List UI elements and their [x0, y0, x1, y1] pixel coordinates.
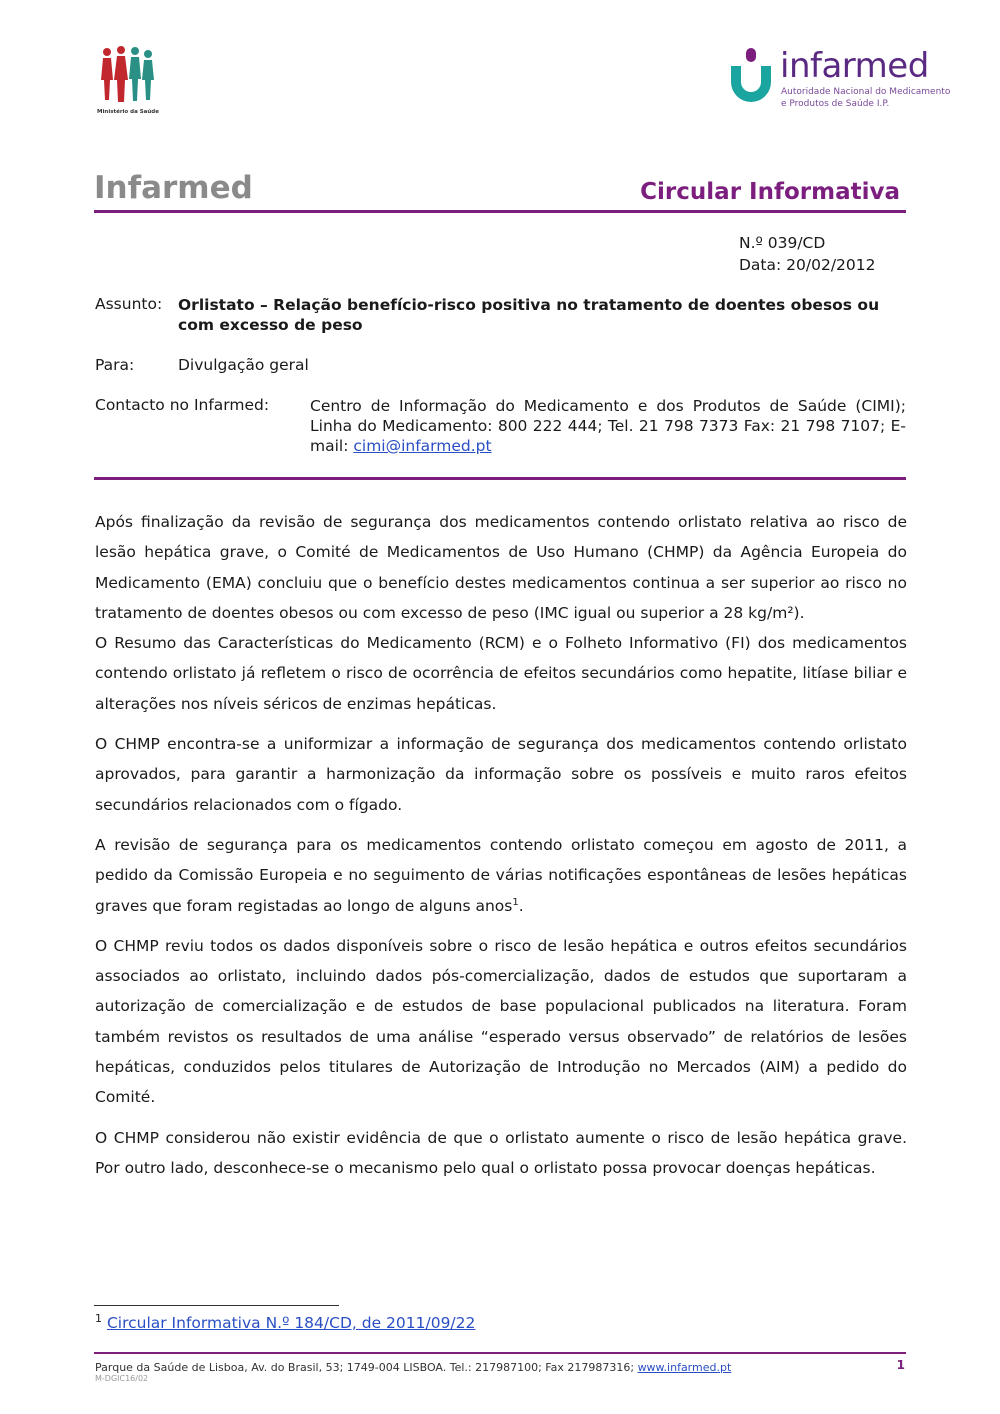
paragraph-6: O CHMP considerou não existir evidência de que o orlistato aumente o risco de lesão hepática grave. Por outro lado, desconhece-se o mecanismo pelo qual o orlistato possa provocar doenças hepáticas.	[95, 1128, 907, 1177]
footer-divider	[94, 1352, 906, 1354]
paragraph-1: Após finalização da revisão de segurança dos medicamentos contendo orlistato relativa ao risco de lesão hepática grave, o Comité de Medicamentos de Uso Humano (CHMP) da Agência Europeia do Medicamento (EMA) concluiu que o benefício destes medicamentos continua a ser superior ao risco no tratamento de doentes obesos ou com excesso de peso (IMC igual ou superior a 28 kg/m²).	[95, 513, 907, 622]
footer-website-link[interactable]: www.infarmed.pt	[637, 1361, 732, 1374]
contacto-label: Contacto no Infarmed:	[95, 396, 270, 414]
meta-divider	[94, 477, 906, 480]
document-type: Circular Informativa	[640, 179, 900, 205]
page-title: Infarmed	[94, 170, 253, 206]
paragraph-2: O Resumo das Características do Medicamento (RCM) e o Folheto Informativo (FI) dos medicamentos contendo orlistato já refletem o risco de ocorrência de efeitos secundários como hepatite, litíase biliar e alterações nos níveis séricos de enzimas hepáticas.	[95, 634, 907, 713]
header-divider	[94, 210, 906, 213]
footer-address	[95, 1361, 731, 1374]
infarmed-subtitle-1: Autoridade Nacional do Medicamento	[781, 87, 951, 97]
infarmed-subtitle-2: e Produtos de Saúde I.P.	[781, 99, 890, 109]
para-value: Divulgação geral	[178, 356, 309, 374]
footnote-link[interactable]: Circular Informativa N.º 184/CD, de 2011/09/22	[106, 1314, 476, 1332]
footnote-ref: 1	[512, 896, 519, 908]
infarmed-logo-icon	[727, 48, 775, 112]
page-number: 1	[896, 1358, 905, 1372]
para-label: Para:	[95, 356, 135, 374]
assunto-label: Assunto:	[95, 295, 163, 313]
contacto-value	[310, 396, 906, 456]
footnote	[95, 1311, 476, 1332]
footnote-divider	[94, 1305, 339, 1306]
paragraph-3: O CHMP encontra-se a uniformizar a informação de segurança dos medicamentos contendo orlistato aprovados, para garantir a harmonização da informação sobre os possíveis e muito raros efeitos secundários relacionados com o fígado.	[95, 735, 907, 814]
infarmed-wordmark: infarmed	[780, 46, 929, 86]
ministerio-saude-logo	[93, 46, 163, 118]
ministerio-saude-caption: Ministério da Saúde	[97, 109, 159, 115]
circular-date: Data: 20/02/2012	[739, 256, 876, 274]
assunto-value: Orlistato – Relação benefício-risco positiva no tratamento de doentes obesos ou com excesso de peso	[178, 296, 880, 334]
paragraph-4-end: .	[518, 896, 524, 915]
contact-email-link[interactable]: cimi@infarmed.pt	[353, 437, 492, 455]
paragraph-5: O CHMP reviu todos os dados disponíveis sobre o risco de lesão hepática e outros efeitos secundários associados ao orlistato, incluindo dados pós-comercialização, dados de estudos que suportaram a autorização de comercialização e de estudos de base populacional publicados na literatura. Foram também revistos os resultados de uma análise “esperado versus observado” de relatórios de lesões hepáticas, conduzidos pelos titulares de Autorização de Introdução no Mercados (AIM) a pedido do Comité.	[95, 936, 907, 1107]
paragraph-4	[95, 830, 907, 921]
contacto-text: Centro de Informação do Medicamento e dos Produtos de Saúde (CIMI); Linha do Medicamento: 800 222 444; Tel. 21 798 7373 Fax: 21 798 7107; E-mail:	[310, 397, 906, 455]
footer-address-text: Parque da Saúde de Lisboa, Av. do Brasil, 53; 1749-004 LISBOA. Tel.: 217987100; Fax 217987316;	[95, 1361, 638, 1374]
footnote-marker: 1	[95, 1311, 102, 1325]
body-text	[95, 507, 907, 1183]
circular-number: N.º 039/CD	[739, 234, 826, 252]
paragraph-4-text: A revisão de segurança para os medicamentos contendo orlistato começou em agosto de 2011, a pedido da Comissão Europeia e no seguimento de várias notificações espontâneas de lesões hepáticas graves que foram registadas ao longo de alguns anos	[95, 835, 907, 915]
form-code: M-DGIC16/02	[95, 1374, 149, 1383]
